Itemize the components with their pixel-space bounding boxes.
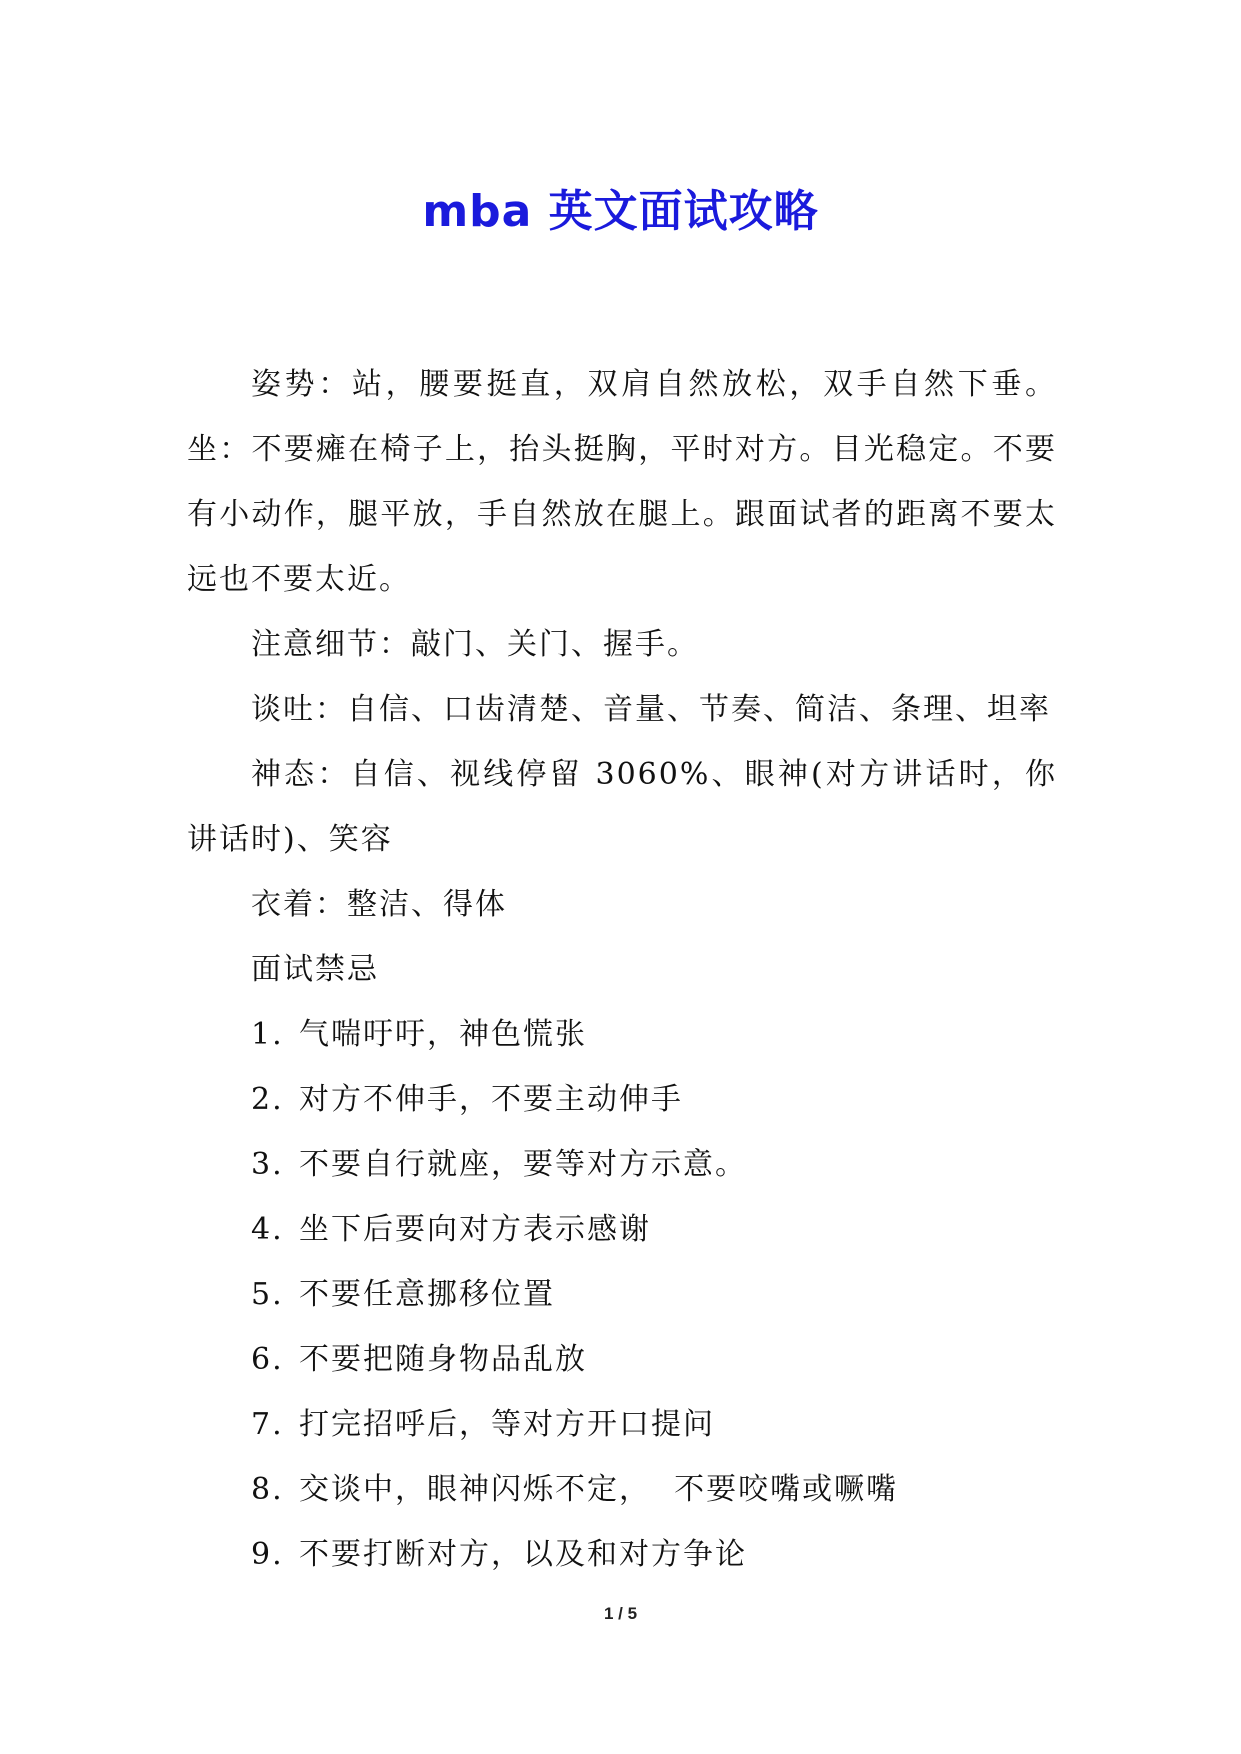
list-number: 9. — [251, 1537, 284, 1572]
paragraph-details: 注意细节：敲门、关门、握手。 — [251, 627, 699, 662]
paragraph-speech: 谈吐：自信、口齿清楚、音量、节奏、简洁、条理、坦率 — [251, 692, 1051, 727]
list-item — [187, 1392, 1057, 1457]
list-item — [187, 1327, 1057, 1392]
list-item — [187, 1457, 1057, 1522]
list-text: 交谈中，眼神闪烁不定， 不要咬嘴或噘嘴 — [299, 1472, 899, 1507]
list-number: 3. — [251, 1147, 284, 1182]
page-indicator: 1 / 5 — [603, 1604, 638, 1623]
list-number: 4. — [251, 1212, 284, 1247]
list-number: 2. — [251, 1082, 284, 1117]
list-text: 不要打断对方，以及和对方争论 — [299, 1537, 747, 1572]
list-text: 不要把随身物品乱放 — [299, 1342, 587, 1377]
list-text: 坐下后要向对方表示感谢 — [299, 1212, 651, 1247]
list-item — [187, 1522, 1057, 1587]
list-text: 不要自行就座，要等对方示意。 — [299, 1147, 747, 1182]
list-item — [187, 1002, 1057, 1067]
list-text: 气喘吁吁，神色慌张 — [299, 1017, 587, 1052]
paragraph-posture: 姿势：站，腰要挺直，双肩自然放松，双手自然下垂。坐：不要瘫在椅子上，抬头挺胸，平时对方。目光稳定。不要有小动作，腿平放，手自然放在腿上。跟面试者的距离不要太远也不要太近。 — [187, 367, 1057, 597]
list-number: 1. — [251, 1017, 284, 1052]
section-heading-taboos: 面试禁忌 — [251, 952, 379, 987]
list-text: 对方不伸手，不要主动伸手 — [299, 1082, 683, 1117]
list-item — [187, 1262, 1057, 1327]
list-number: 8. — [251, 1472, 284, 1507]
list-text: 不要任意挪移位置 — [299, 1277, 555, 1312]
list-text: 打完招呼后，等对方开口提问 — [299, 1407, 715, 1442]
list-item — [187, 1132, 1057, 1197]
list-number: 6. — [251, 1342, 284, 1377]
taboo-list — [187, 1002, 1057, 1587]
document-title: mba 英文面试攻略 — [422, 186, 819, 238]
paragraph-demeanor: 神态：自信、视线停留 3060%、眼神(对方讲话时，你讲话时)、笑容 — [187, 757, 1057, 857]
list-item — [187, 1067, 1057, 1132]
paragraph-attire: 衣着：整洁、得体 — [251, 887, 507, 922]
list-number: 7. — [251, 1407, 284, 1442]
document-body — [187, 352, 1057, 1587]
list-item — [187, 1197, 1057, 1262]
list-number: 5. — [251, 1277, 284, 1312]
